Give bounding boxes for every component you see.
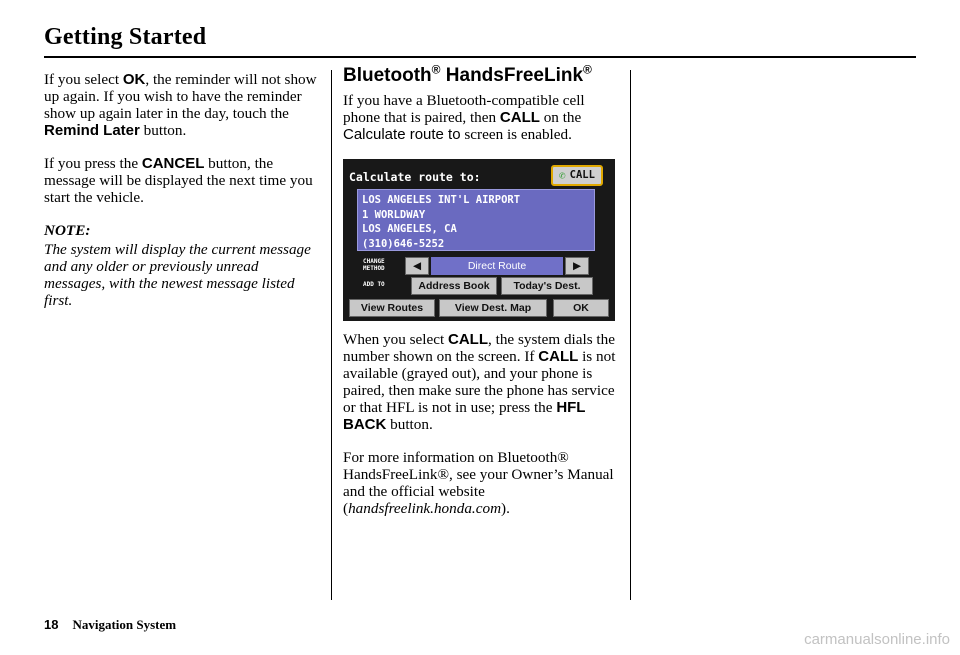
- text: is not available (grayed out), and your phone is paired, then make sure the phone has service or that HFL is not in use; press the: [343, 348, 616, 416]
- header-rule: [44, 56, 916, 58]
- text: If you have a Bluetooth-compatible cell phone that is paired, then: [343, 92, 585, 126]
- text: button, the message will be displayed the next time you start the vehicle.: [44, 155, 313, 206]
- title-part: HandsFreeLink: [440, 65, 584, 86]
- label-line: METHOD: [363, 265, 385, 272]
- previous-method-button[interactable]: [405, 257, 429, 275]
- column-divider: [630, 70, 631, 600]
- remind-later-term: Remind Later: [44, 122, 140, 139]
- ok-term: OK: [122, 71, 146, 88]
- call-term: CALL: [448, 331, 489, 348]
- text: screen is enabled.: [460, 126, 572, 143]
- page-number: 18: [44, 617, 59, 632]
- route-method-display: Direct Route: [431, 257, 563, 275]
- text: If you press the: [44, 155, 142, 172]
- screen-title: Calculate route to:: [349, 170, 481, 184]
- website-reference: handsfreelink.honda.com: [348, 500, 502, 517]
- page-footer: [44, 617, 176, 633]
- right-arrow-icon: ▶: [572, 259, 582, 272]
- paragraph-ok-reminder: [44, 71, 318, 139]
- paragraph-call-explanation: [343, 331, 617, 433]
- text: When you select: [343, 331, 449, 348]
- call-term: CALL: [538, 348, 579, 365]
- phone-icon: ✆: [559, 169, 566, 182]
- todays-dest-button[interactable]: Today's Dest.: [501, 277, 593, 295]
- address-line: 1 WORLDWAY: [362, 208, 426, 221]
- left-arrow-icon: ◀: [412, 259, 422, 272]
- view-dest-map-button[interactable]: View Dest. Map: [439, 299, 547, 317]
- left-column: [44, 71, 318, 309]
- registered-mark: ®: [583, 62, 592, 77]
- text: For more information on Bluetooth® HandsFreeLink®, see your Owner’s Manual and the official website (: [343, 449, 614, 517]
- column-divider: [331, 70, 332, 600]
- note-label: NOTE:: [44, 222, 91, 239]
- ok-button[interactable]: OK: [553, 299, 609, 317]
- paragraph-bluetooth-intro: [343, 92, 617, 143]
- text: ).: [501, 500, 510, 517]
- navigation-screen-image: [343, 159, 615, 321]
- paragraph-cancel: [44, 155, 318, 206]
- address-line: LOS ANGELES, CA: [362, 223, 457, 235]
- address-book-button[interactable]: Address Book: [411, 277, 497, 295]
- hfl-back-term: HFL BACK: [343, 399, 586, 433]
- label-line: CHANGE: [363, 258, 385, 265]
- address-line: LOS ANGELES INT'L AIRPORT: [362, 194, 521, 206]
- address-line: (310)646-5252: [362, 237, 445, 250]
- title-part: Bluetooth: [343, 65, 432, 86]
- page-title: Getting Started: [44, 24, 207, 50]
- call-button-label: CALL: [569, 169, 595, 181]
- paragraph-more-info: [343, 449, 617, 517]
- note-text: The system will display the current message and any older or previously unread messages, with the newest message listed first.: [44, 241, 311, 309]
- registered-mark: ®: [431, 62, 441, 77]
- calculate-route-term: Calculate route to: [343, 126, 461, 143]
- cancel-term: CANCEL: [141, 155, 205, 172]
- text: , the reminder will not show up again. If you wish to have the reminder show up again later in the day, touch the: [44, 71, 317, 122]
- add-to-label: ADD TO: [363, 281, 385, 288]
- section-title: [343, 64, 617, 88]
- right-column: [343, 64, 617, 533]
- address-panel: [357, 189, 595, 251]
- text: button.: [139, 122, 187, 139]
- view-routes-button[interactable]: View Routes: [349, 299, 435, 317]
- text: on the: [539, 109, 582, 126]
- watermark: carmanualsonline.info: [804, 631, 950, 648]
- text: button.: [386, 416, 433, 433]
- call-button[interactable]: [551, 165, 603, 186]
- footer-label: Navigation System: [72, 617, 177, 632]
- text: , the system dials the number shown on the screen. If: [343, 331, 615, 365]
- next-method-button[interactable]: [565, 257, 589, 275]
- text: If you select: [44, 71, 123, 88]
- change-method-label: [363, 258, 385, 272]
- call-term: CALL: [499, 109, 540, 126]
